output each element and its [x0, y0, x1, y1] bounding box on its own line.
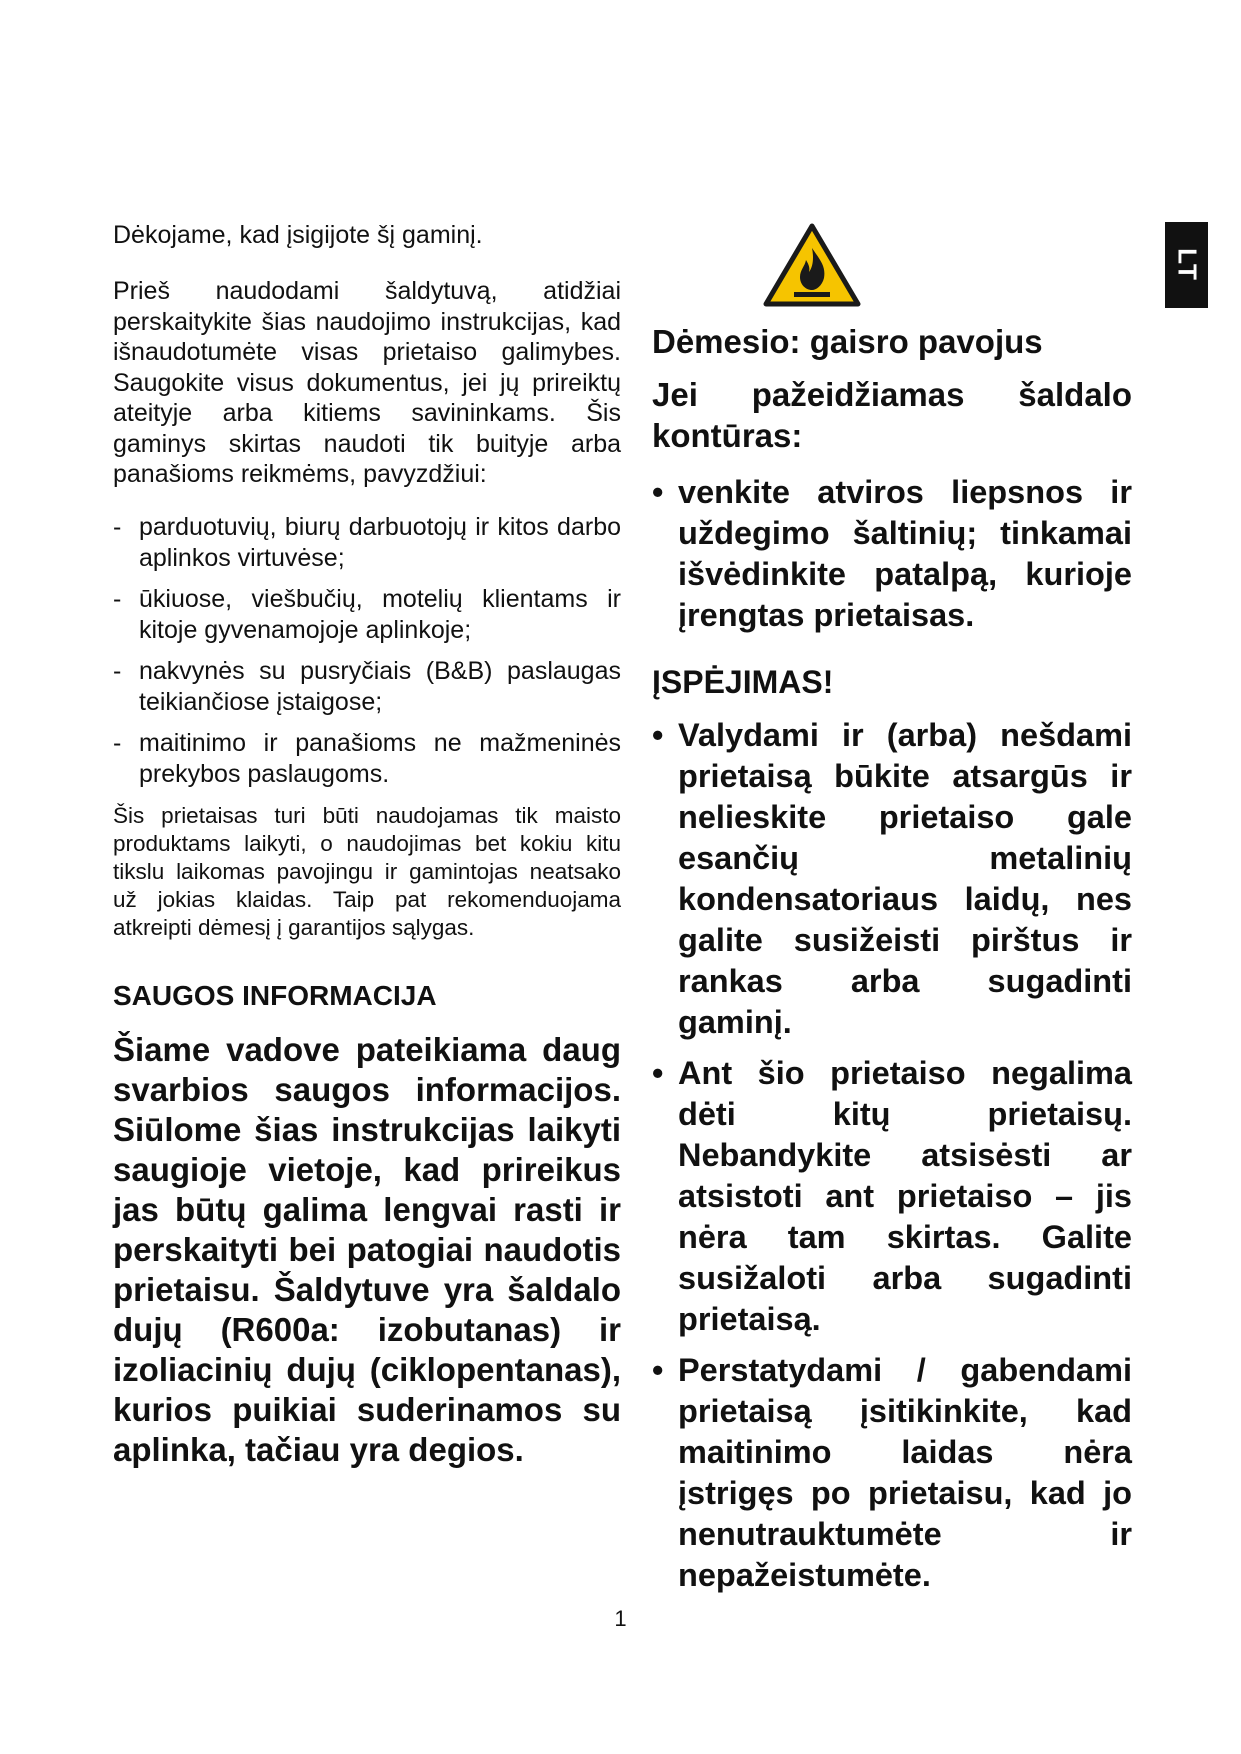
intro-paragraph: Prieš naudodami šaldytuvą, atidžiai perskaitykite šias naudojimo instrukcijas, kad išnaudotumėte visas prietaiso galimybes. Saugokite visus dokumentus, jei jų prireiktų ateityje arba kitiems savininkams. Šis gaminys skirtas naudoti tik buityje arba panašioms reikmėms, pavyzdžiui: [113, 277, 621, 488]
warning-list [652, 715, 1132, 1596]
refrigerant-subheading: Jei pažeidžiamas šaldalo kontūras: [652, 376, 1132, 454]
usage-list [113, 512, 621, 790]
usage-note: Šis prietaisas turi būti naudojamas tik maisto produktams laikyti, o naudojimas bet kokiu kitu tikslu laikomas pavojingu ir gamintojas neatsako už jokias klaidas. Taip pat rekomenduojama atkreipti dėmesį į garantijos sąlygas. [113, 802, 621, 940]
list-item: - ūkiuose, viešbučių, motelių klientams ir kitoje gyvenamojoje aplinkoje; [113, 584, 621, 646]
left-column [113, 220, 621, 1470]
warning-heading: ĮSPĖJIMAS! [652, 664, 834, 700]
language-tab [1165, 222, 1208, 308]
list-item: • venkite atviros liepsnos ir uždegimo šaltinių; tinkamai išvėdinkite patalpą, kurioje įrengtas prietaisas. [652, 472, 1132, 636]
intro-text: Dėkojame, kad įsigijote šį gaminį. [113, 221, 483, 249]
language-tab-label: LT [1172, 248, 1202, 282]
fire-warning-icon [762, 222, 862, 308]
list-item: - parduotuvių, biurų darbuotojų ir kitos darbo aplinkos virtuvėse; [113, 512, 621, 574]
right-column [652, 222, 1132, 1606]
list-item: - maitinimo ir panašioms ne mažmeninės prekybos paslaugoms. [113, 728, 621, 790]
section-heading: SAUGOS INFORMACIJA [113, 979, 437, 1011]
list-item: - nakvynės su pusryčiais (B&B) paslaugas teikiančiose įstaigose; [113, 656, 621, 718]
page-number: 1 [614, 1606, 627, 1631]
fire-instructions [652, 472, 1132, 636]
list-item: • Valydami ir (arba) nešdami prietaisą būkite atsargūs ir nelieskite prietaiso gale esančių metalinių kondensatoriaus laidų, nes galite susižeisti pirštus ir rankas arba sugadinti gaminį. [652, 715, 1132, 1043]
fire-hazard-heading: Dėmesio: gaisro pavojus [652, 323, 1043, 360]
list-item: • Ant šio prietaiso negalima dėti kitų prietaisų. Nebandykite atsisėsti ar atsistoti ant prietaiso – jis nėra tam skirtas. Galite susižaloti arba sugadinti prietaisą. [652, 1053, 1132, 1340]
list-item: • Perstatydami / gabendami prietaisą įsitikinkite, kad maitinimo laidas nėra įstrigęs po prietaisu, kad jo nenutrauktumėte ir nepažeistumėte. [652, 1350, 1132, 1596]
safety-text: Šiame vadove pateikiama daug svarbios saugos informacijos. Siūlome šias instrukcijas laikyti saugioje vietoje, kad prireikus jas būtų galima lengvai rasti ir perskaityti bei patogiai naudotis prietaisu. Šaldytuve yra šaldalo dujų (R600a: izobutanas) ir izoliacinių dujų (ciklopentanas), kurios puikiai suderinamos su aplinka, tačiau yra degios. [113, 1030, 621, 1468]
